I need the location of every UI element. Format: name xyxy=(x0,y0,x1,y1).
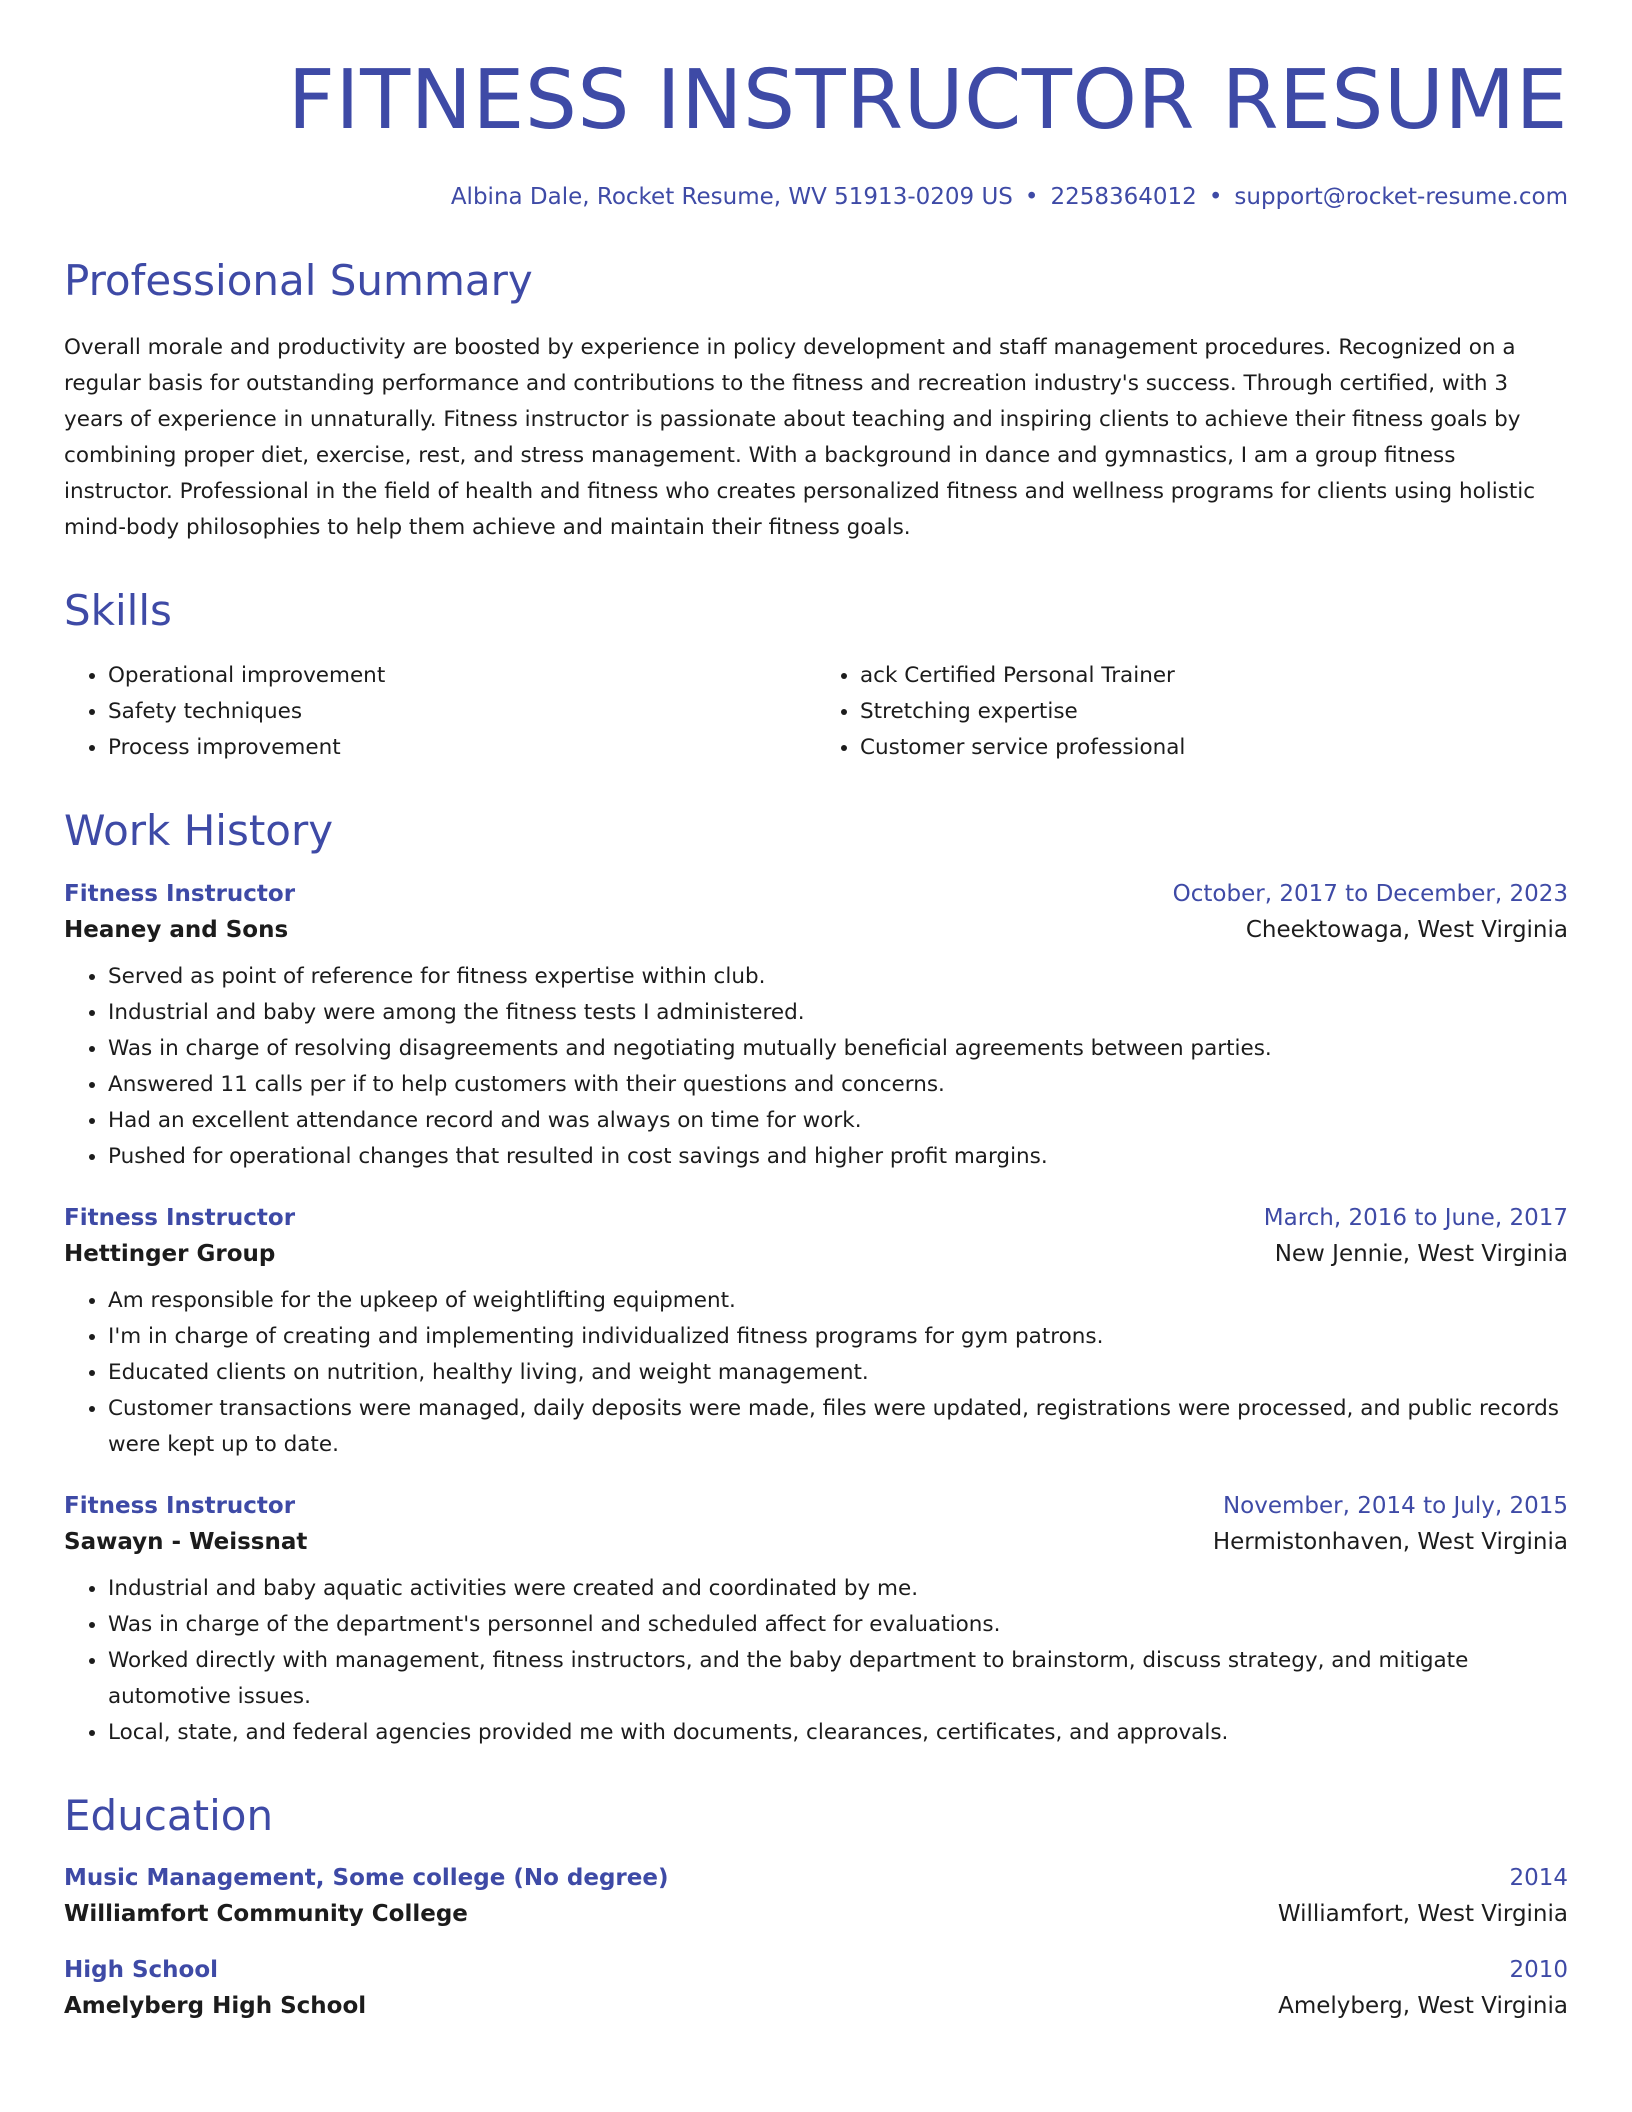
education-school: Williamfort Community College xyxy=(64,1900,468,1927)
skill-item: • Customer service professional xyxy=(860,730,1568,766)
job-bullet: • Had an excellent attendance record and was always on time for work. xyxy=(108,1103,1568,1139)
skill-item: • Stretching expertise xyxy=(860,694,1568,730)
contact-separator: • xyxy=(1208,184,1223,210)
resume-title: FITNESS INSTRUCTOR RESUME xyxy=(287,53,1568,148)
work-history-heading: Work History xyxy=(64,806,334,856)
job-location: Cheektowaga, West Virginia xyxy=(1245,916,1568,943)
skill-item: • ack Certified Personal Trainer xyxy=(860,658,1568,694)
contact-address: Albina Dale, Rocket Resume, WV 51913-0209 US xyxy=(450,184,1013,210)
job-location: Hermistonhaven, West Virginia xyxy=(1212,1528,1568,1555)
job-subheader xyxy=(64,1529,1568,1555)
job-bullet: • Am responsible for the upkeep of weightlifting equipment. xyxy=(108,1283,1568,1319)
skills-column-left xyxy=(64,658,816,766)
contact-email: support@rocket-resume.com xyxy=(1234,184,1568,210)
education-entry xyxy=(64,1957,1568,2019)
job-bullet: • Industrial and baby were among the fitness tests I administered. xyxy=(108,995,1568,1031)
education-entry xyxy=(64,1865,1568,1927)
contact-phone: 2258364012 xyxy=(1050,184,1197,210)
contact-separator: • xyxy=(1024,184,1039,210)
education-header xyxy=(64,1865,1568,1891)
job-bullet: • Worked directly with management, fitness instructors, and the baby department to brainstorm, discuss strategy, and mitigate automotive issues. xyxy=(108,1643,1568,1715)
skills-heading: Skills xyxy=(64,586,172,636)
skills-list xyxy=(64,658,1568,766)
skill-item: • Operational improvement xyxy=(108,658,816,694)
job-subheader xyxy=(64,917,1568,943)
education-school: Amelyberg High School xyxy=(64,1992,367,2019)
education-heading: Education xyxy=(64,1790,274,1840)
summary-text: Overall morale and productivity are boosted by experience in policy development and staff management procedures. Recognized on a regular basis for outstanding performance and contributions to the fitness and recreation industry's success. Through certified, with 3 years of experience in unnaturally. Fitness instructor is passionate about teaching and inspiring clients to achieve their fitness goals by combining proper diet, exercise, rest, and stress management. With a background in dance and gymnastics, I am a group fitness instructor. Professional in the field of health and fitness who creates personalized fitness and wellness programs for clients using holistic mind-body philosophies to help them achieve and maintain their fitness goals. xyxy=(64,335,1536,541)
job-bullet: • Was in charge of resolving disagreements and negotiating mutually beneficial agreements between parties. xyxy=(108,1031,1568,1067)
education-subheader xyxy=(64,1901,1568,1927)
education-degree: High School xyxy=(64,1956,219,1983)
job-bullet: • Served as point of reference for fitness expertise within club. xyxy=(108,959,1568,995)
job-dates: October, 2017 to December, 2023 xyxy=(1172,880,1568,907)
job-header xyxy=(64,881,1568,907)
education-header xyxy=(64,1957,1568,1983)
job-dates: March, 2016 to June, 2017 xyxy=(1263,1204,1568,1231)
job-bullet: • Pushed for operational changes that resulted in cost savings and higher profit margins. xyxy=(108,1139,1568,1175)
job-bullet: • Industrial and baby aquatic activities were created and coordinated by me. xyxy=(108,1571,1568,1607)
job-title: Fitness Instructor xyxy=(64,1204,296,1231)
job-location: New Jennie, West Virginia xyxy=(1274,1240,1568,1267)
job-header xyxy=(64,1493,1568,1519)
job-bullets xyxy=(64,959,1568,1175)
education-location: Amelyberg, West Virginia xyxy=(1278,1992,1568,2019)
job-bullet: • Was in charge of the department's personnel and scheduled affect for evaluations. xyxy=(108,1607,1568,1643)
job-dates: November, 2014 to July, 2015 xyxy=(1222,1492,1568,1519)
job-bullets xyxy=(64,1283,1568,1463)
contact-line xyxy=(64,184,1568,210)
job-bullet: • Customer transactions were managed, daily deposits were made, files were updated, registrations were processed, and public records were kept up to date. xyxy=(108,1391,1568,1463)
job-bullet: • I'm in charge of creating and implementing individualized fitness programs for gym patrons. xyxy=(108,1319,1568,1355)
job-entry xyxy=(64,881,1568,1175)
job-title: Fitness Instructor xyxy=(64,880,296,907)
job-bullets xyxy=(64,1571,1568,1751)
education-location: Williamfort, West Virginia xyxy=(1277,1900,1568,1927)
job-company: Heaney and Sons xyxy=(64,916,289,943)
education-degree: Music Management, Some college (No degree) xyxy=(64,1864,669,1891)
job-company: Hettinger Group xyxy=(64,1240,276,1267)
skill-item: • Safety techniques xyxy=(108,694,816,730)
job-subheader xyxy=(64,1241,1568,1267)
job-bullet: • Local, state, and federal agencies provided me with documents, clearances, certificates, and approvals. xyxy=(108,1715,1568,1751)
education-subheader xyxy=(64,1993,1568,2019)
job-entry xyxy=(64,1205,1568,1463)
summary-heading: Professional Summary xyxy=(64,256,533,305)
education-year: 2014 xyxy=(1509,1864,1568,1891)
job-bullet: • Educated clients on nutrition, healthy living, and weight management. xyxy=(108,1355,1568,1391)
job-entry xyxy=(64,1493,1568,1751)
skill-item: • Process improvement xyxy=(108,730,816,766)
job-company: Sawayn - Weissnat xyxy=(64,1528,308,1555)
skills-column-right xyxy=(816,658,1568,766)
job-header xyxy=(64,1205,1568,1231)
job-title: Fitness Instructor xyxy=(64,1492,296,1519)
job-bullet: • Answered 11 calls per if to help customers with their questions and concerns. xyxy=(108,1067,1568,1103)
education-year: 2010 xyxy=(1509,1956,1568,1983)
